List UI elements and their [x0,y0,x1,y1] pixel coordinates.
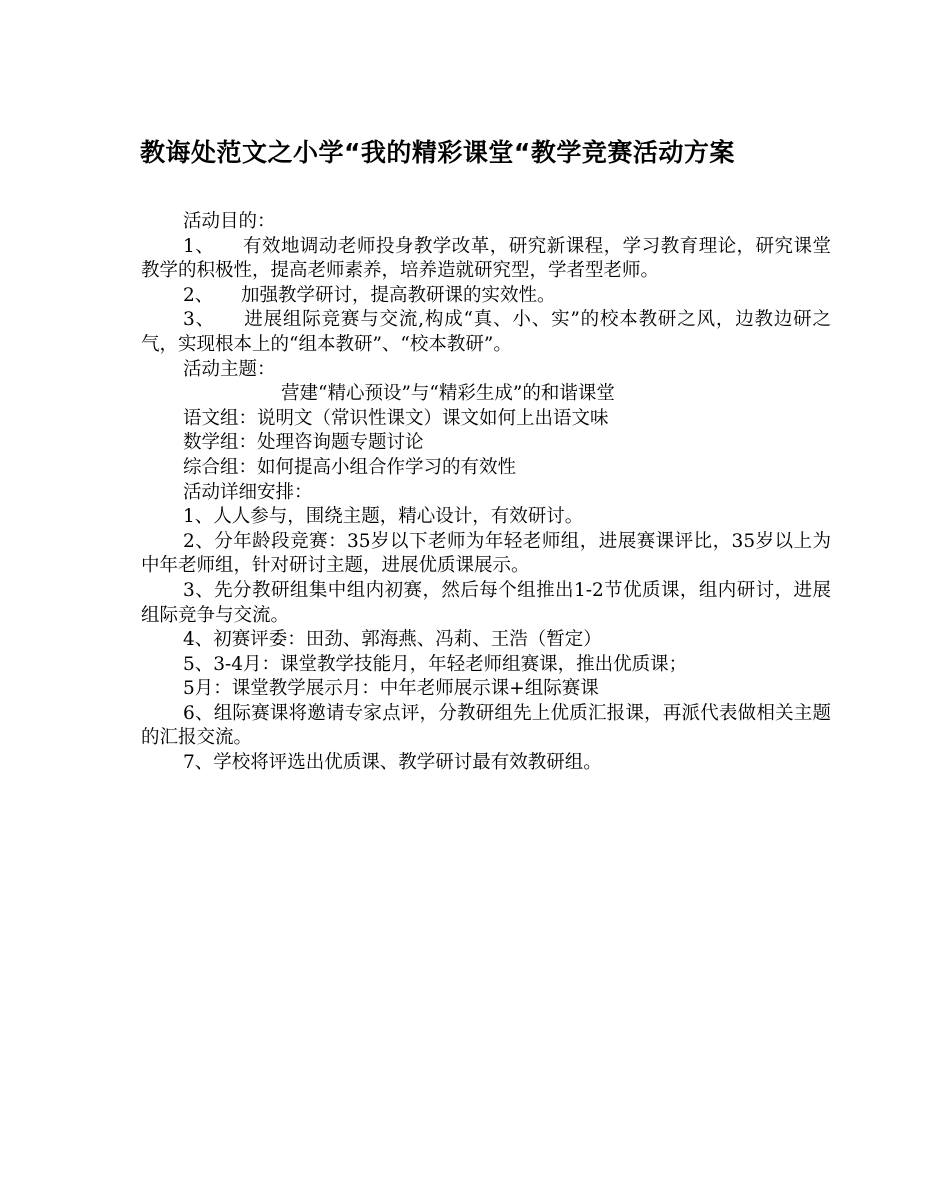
theme-statement: 营建“精心预设”与“精彩生成”的和谐课堂 [281,383,615,405]
purpose-item-2: 2、 加强教学研讨，提高教研课的实效性。 [183,284,556,306]
arrangement-item-3: 3、先分教研组集中组内初赛，然后每个组推出1-2节优质课，组内研讨，进展组际竞争与交流。 [141,579,831,626]
document-body [141,210,831,776]
arrangement-item-6: 6、组际赛课将邀请专家点评，分教研组先上优质汇报课，再派代表做相关主题的汇报交流。 [141,702,831,749]
purpose-item-1: 1、 有效地调动老师投身教学改革，研究新课程，学习教育理论，研究课堂教学的积极性，提高老师素养，培养造就研究型，学者型老师。 [141,235,831,282]
theme-chinese-group: 语文组：说明文（常识性课文）课文如何上出语文味 [183,407,609,429]
section-heading-theme: 活动主题： [183,358,276,380]
theme-integrated-group: 综合组：如何提高小组合作学习的有效性 [183,456,517,478]
section-heading-arrangement: 活动详细安排： [183,481,313,503]
section-heading-purpose: 活动目的： [183,211,276,232]
arrangement-item-5-may: 5月：课堂教学展示月：中年老师展示课+组际赛课 [183,678,599,700]
document-title: 教诲处范文之小学“我的精彩课堂“教学竞赛活动方案 [140,138,735,167]
arrangement-item-2: 2、分年龄段竞赛：35岁以下老师为年轻老师组，进展赛课评比，35岁以上为中年老师组，针对研讨主题，进展优质课展示。 [141,530,831,577]
arrangement-item-7: 7、学校将评选出优质课、教学研讨最有效教研组。 [183,752,602,774]
purpose-item-3: 3、 进展组际竞赛与交流,构成“真、小、实”的校本教研之风，边教边研之气，实现根本上的“组本教研”、“校本教研”。 [141,309,831,355]
arrangement-item-4: 4、初赛评委：田劲、郭海燕、冯莉、王浩（暂定） [183,629,602,651]
arrangement-item-5: 5、3-4月：课堂教学技能月，年轻老师组赛课，推出优质课； [183,653,688,675]
theme-math-group: 数学组：处理咨询题专题讨论 [183,432,424,454]
arrangement-item-1: 1、人人参与，围绕主题，精心设计，有效研讨。 [183,506,584,528]
